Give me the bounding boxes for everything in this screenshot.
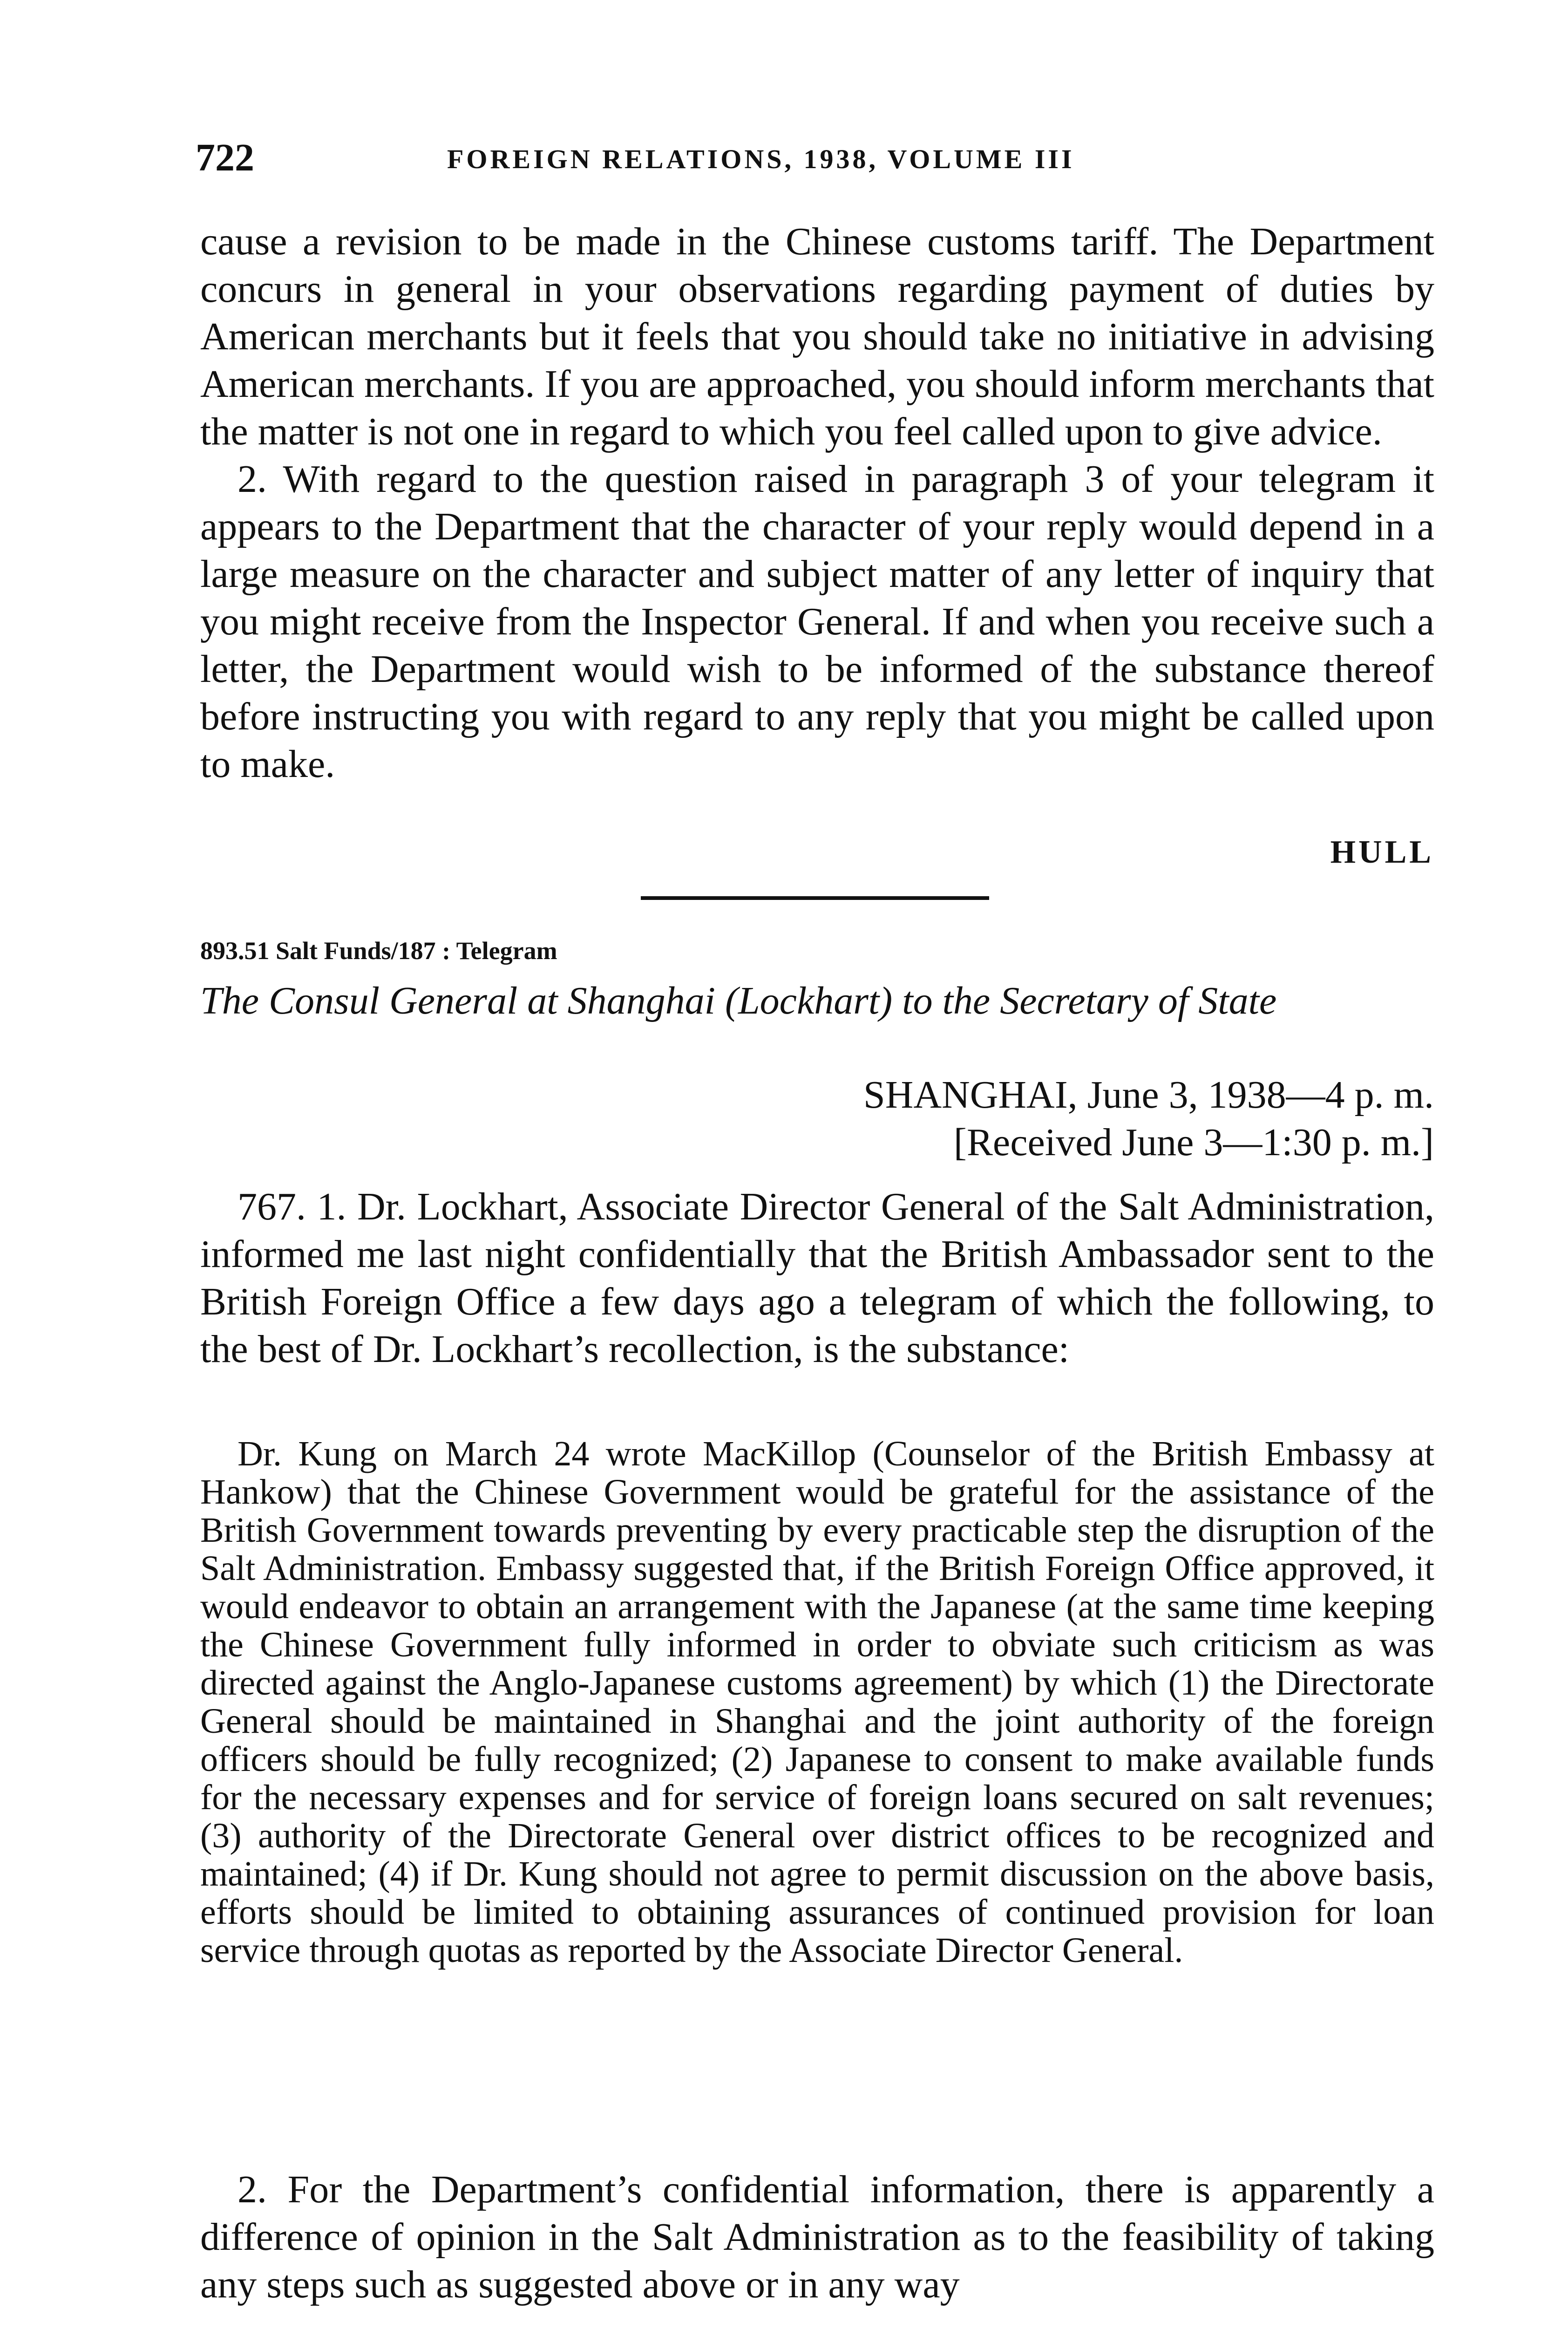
quoted-telegram-text: Dr. Kung on March 24 wrote MacKillop (Counselor of the British Embassy at Hankow) that the Chinese Government would be grateful for the assistance of the British Government towards preventing by every practicable step the disruption of the Salt Administration. Embassy suggested that, if the British Foreign Office approved, it would endeavor to obtain an arrangement with the Japanese (at the same time keeping the Chinese Government fully informed in order to obviate such criticism as was directed against the Anglo-Japanese customs agreement) by which (1) the Directorate General should be maintained in Shanghai and the joint authority of the foreign officers should be fully recognized; (2) Japanese to consent to make available funds for the necessary expenses and for service of foreign loans secured on salt revenues; (3) authority of the Directorate General over district offices to be recognized and maintained; (4) if Dr. Kung should not agree to permit discussion on the above basis, efforts should be limited to obtaining assurances of continued provision for loan service through quotas as reported by the Associate Director General. — [200, 1434, 1434, 1970]
telegram-paragraph-1-text: 767. 1. Dr. Lockhart, Associate Director General of the Salt Administration, informed me last night confidentially that the British Ambassador sent to the British Foreign Office a few days ago a telegram of which the following, to the best of Dr. Lockhart’s recollection, is the substance: — [200, 1185, 1434, 1371]
telegram-paragraph-2-text: 2. For the Department’s confidential information, there is apparently a difference of opinion in the Salt Administration as to the feasibility of taking any steps such as suggested above or in any way — [200, 2168, 1434, 2306]
dateline-line — [863, 1071, 1434, 1119]
continuation-paragraph-1: cause a revision to be made in the Chinese customs tariff. The Department concurs in general in your observations regarding payment of duties by American merchants but it feels that you should take no initiative in advising American merchants. If you are approached, you should inform merchants that the matter is not one in regard to which you feel called upon to give advice. — [200, 220, 1434, 453]
file-reference: 893.51 Salt Funds/187 : Telegram — [200, 937, 557, 965]
section-divider — [641, 896, 989, 900]
dateline-place: SHANGHAI, — [863, 1073, 1078, 1117]
dateline — [863, 1071, 1434, 1166]
continuation-text — [200, 218, 1434, 788]
document-heading: The Consul General at Shanghai (Lockhart) to the Secretary of State — [200, 979, 1277, 1022]
dateline-date: June 3, 1938—4 p. m. — [1087, 1073, 1434, 1117]
continuation-paragraph-2: 2. With regard to the question raised in paragraph 3 of your telegram it appears to the Department that the character of your reply would depend in a large measure on the character and subject matter of any letter of inquiry that you might receive from the Inspector General. If and when you receive such a letter, the Department would wish to be informed of the substance thereof before instructing you with regard to any reply that you might be called upon to make. — [200, 457, 1434, 786]
running-head — [196, 135, 1434, 186]
quoted-telegram — [200, 1435, 1434, 1969]
received-line: [Received June 3—1:30 p. m.] — [953, 1121, 1434, 1164]
telegram-paragraph-2 — [200, 2166, 1434, 2309]
telegram-paragraph-1 — [200, 1183, 1434, 1373]
signature-hull: HULL — [1330, 834, 1434, 870]
page-number: 722 — [196, 136, 254, 179]
running-title: FOREIGN RELATIONS, 1938, VOLUME III — [447, 144, 1075, 174]
